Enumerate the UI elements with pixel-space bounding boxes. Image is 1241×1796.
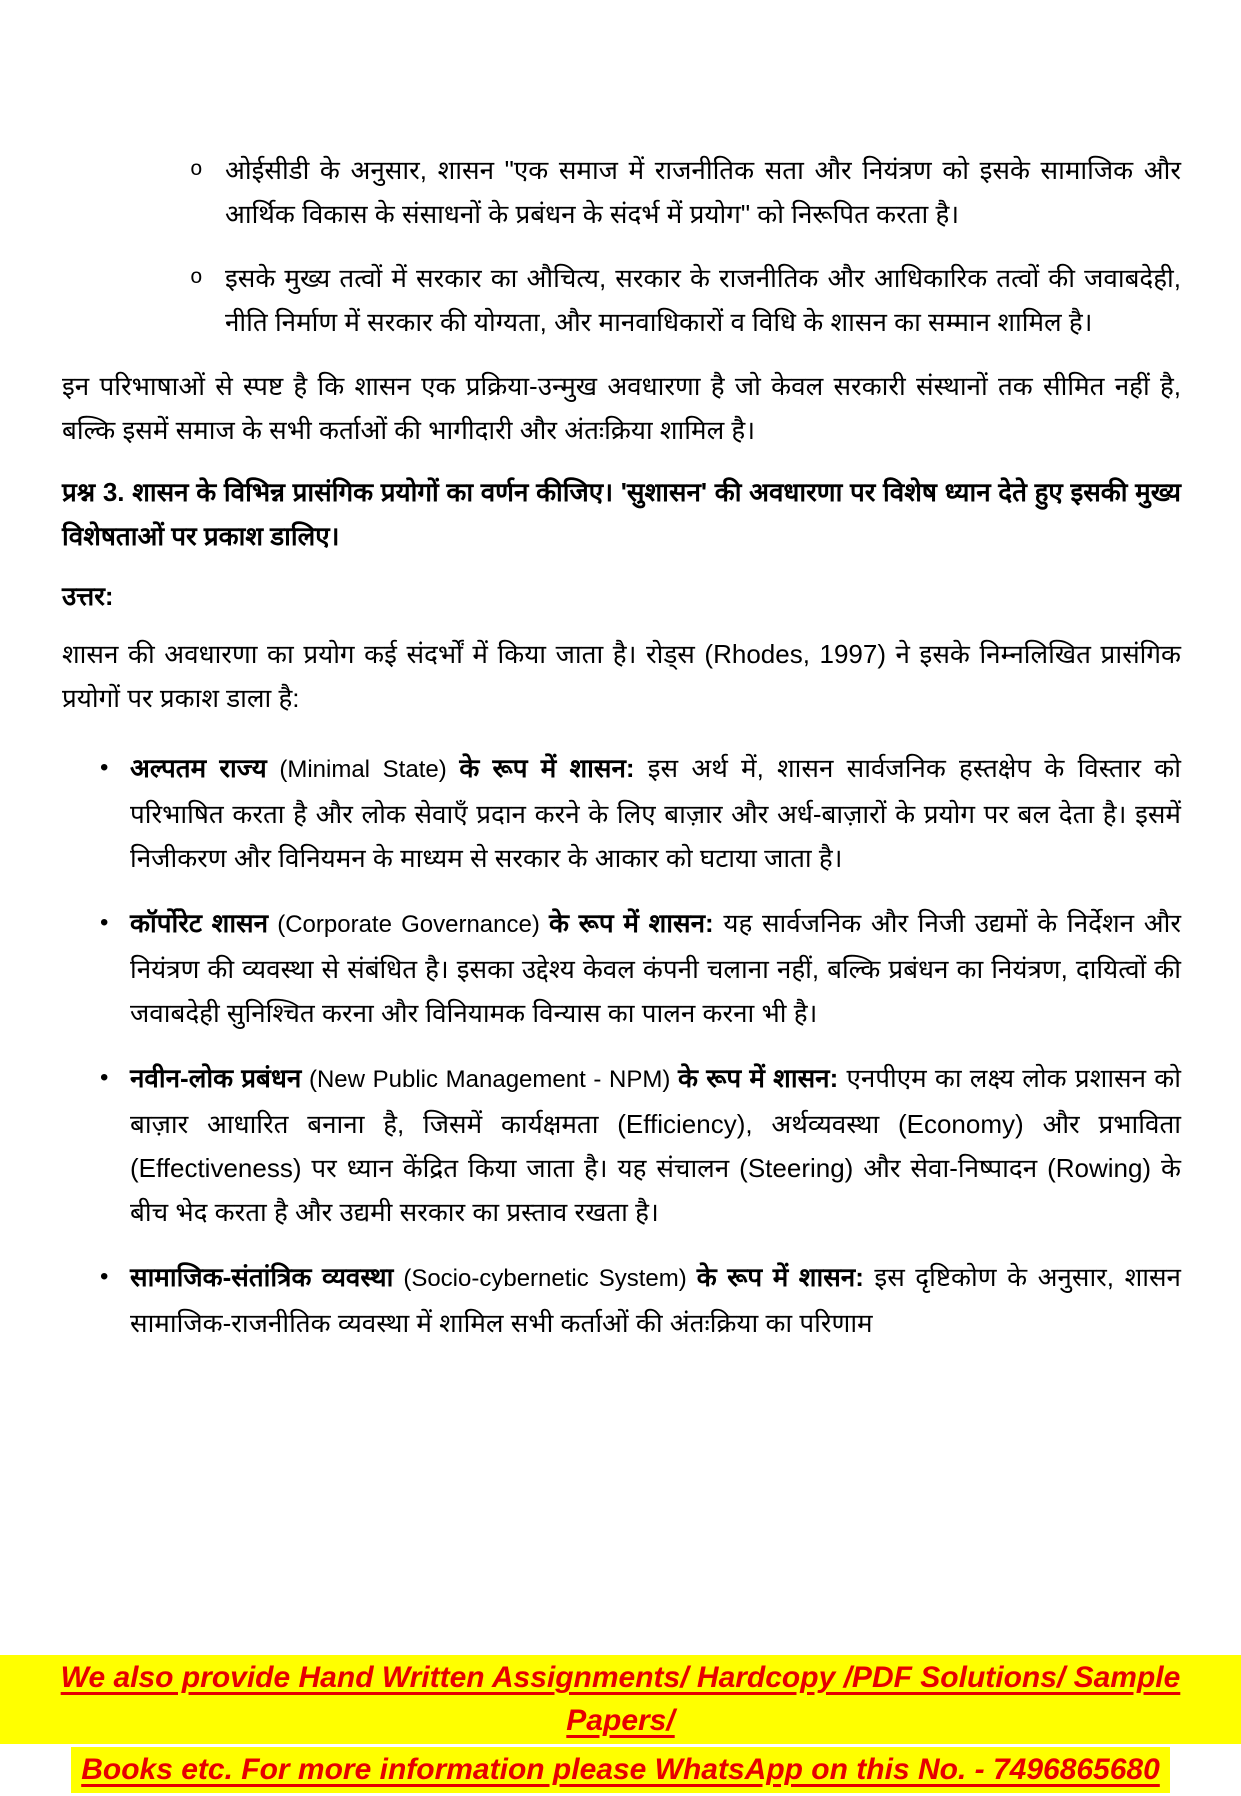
bullet-head: नवीन-लोक प्रबंधन	[130, 1063, 302, 1093]
bullet-head-english: (Corporate Governance)	[268, 911, 549, 938]
list-item-new-public-management	[62, 1056, 1181, 1234]
list-item-corporate-governance	[62, 901, 1181, 1035]
promo-footer-line2: Books etc. For more information please WhatsApp on this No. - 7496865680	[71, 1747, 1170, 1793]
list-item	[62, 256, 1181, 344]
list-item-socio-cybernetic	[62, 1255, 1181, 1345]
bullet-head-tail: के रूप में शासन:	[678, 1063, 839, 1093]
dot-bullet-icon: •	[100, 1263, 109, 1290]
list-item	[62, 148, 1181, 236]
dot-bullet-icon: •	[100, 1064, 109, 1091]
answer-label: उत्तर:	[62, 581, 114, 611]
promo-footer-line1: We also provide Hand Written Assignments/ Hardcopy /PDF Solutions/ Sample Papers/	[0, 1655, 1241, 1744]
list-item-minimal-state	[62, 746, 1181, 880]
bullet-head: कॉर्पोरेट शासन	[130, 908, 269, 938]
oecd-definition-text: ओईसीडी के अनुसार, शासन "एक समाज में राजनीतिक सता और नियंत्रण को इसके सामाजिक और आर्थिक विकास के संसाधनों के प्रबंधन के संदर्भ में प्रयोग" को निरूपित करता है।	[225, 155, 1181, 229]
bullet-head-english: (Socio-cybernetic System)	[393, 1265, 697, 1292]
bullet-body: एनपीएम का लक्ष्य लोक प्रशासन को बाज़ार आधारित बनाना है, जिसमें कार्यक्षमता (Efficiency), अर्थव्यवस्था (Economy) और प्रभाविता (Effectiveness) पर ध्यान केंद्रित किया जाता है। यह संचालन (Steering) और सेवा-निष्पादन (Rowing) के बीच भेद करता है और उद्यमी सरकार का प्रस्ताव रखता है।	[130, 1063, 1181, 1227]
dot-bullet-icon: •	[100, 909, 109, 936]
bullet-body: इस दृष्टिकोण के अनुसार, शासन सामाजिक-राजनीतिक व्यवस्था में शामिल सभी कर्ताओं की अंतःक्रिया का परिणाम	[130, 1262, 1181, 1338]
bullet-head-tail: के रूप में शासन:	[696, 1262, 864, 1292]
bullet-body: इस अर्थ में, शासन सार्वजनिक हस्तक्षेप के विस्तार को परिभाषित करता है और लोक सेवाएँ प्रदान करने के लिए बाज़ार और अर्ध-बाज़ारों के प्रयोग पर बल देता है। इसमें निजीकरण और विनियमन के माध्यम से सरकार के आकार को घटाया जाता है।	[130, 753, 1181, 873]
bullet-body: यह सार्वजनिक और निजी उद्यमों के निर्देशन और नियंत्रण की व्यवस्था से संबंधित है। इसका उद्देश्य केवल कंपनी चलाना नहीं, बल्कि प्रबंधन का नियंत्रण, दायित्वों की जवाबदेही सुनिश्चित करना और विनियामक विन्यास का पालन करना भी है।	[130, 908, 1181, 1028]
bullet-head-tail: के रूप में शासन:	[459, 753, 635, 783]
question-heading: प्रश्न 3. शासन के विभिन्न प्रासंगिक प्रयोगों का वर्णन कीजिए। 'सुशासन' की अवधारणा पर विशेष ध्यान देते हुए इसकी मुख्य विशेषताओं पर प्रकाश डालिए।	[62, 477, 1181, 551]
answer-intro-paragraph: शासन की अवधारणा का प्रयोग कई संदर्भों में किया जाता है। रोड्स (Rhodes, 1997) ने इसके निम्नलिखित प्रासंगिक प्रयोगों पर प्रकाश डाला है:	[62, 639, 1181, 713]
bullet-head-english: (New Public Management - NPM)	[301, 1066, 679, 1093]
bullet-head: सामाजिक-संतांत्रिक व्यवस्था	[130, 1262, 394, 1292]
circle-bullet-icon: o	[190, 267, 203, 290]
bullet-head-english: (Minimal State)	[266, 756, 460, 783]
bullet-head: अल्पतम राज्य	[130, 753, 267, 783]
dot-bullet-icon: •	[100, 754, 109, 781]
bullet-head-tail: के रूप में शासन:	[548, 908, 714, 938]
oecd-definition-list	[62, 148, 1181, 344]
governance-elements-text: इसके मुख्य तत्वों में सरकार का औचित्य, सरकार के राजनीतिक और आधिकारिक तत्वों की जवाबदेही, नीति निर्माण में सरकार की योग्यता, और मानवाधिकारों व विधि के शासन का सम्मान शामिल है।	[225, 263, 1181, 337]
governance-usage-list	[62, 746, 1181, 1345]
definitions-summary-paragraph: इन परिभाषाओं से स्पष्ट है कि शासन एक प्रक्रिया-उन्मुख अवधारणा है जो केवल सरकारी संस्थानों तक सीमित नहीं है, बल्कि इसमें समाज के सभी कर्ताओं की भागीदारी और अंतःक्रिया शामिल है।	[62, 371, 1181, 445]
promo-footer	[0, 1655, 1241, 1796]
circle-bullet-icon: o	[190, 159, 203, 182]
